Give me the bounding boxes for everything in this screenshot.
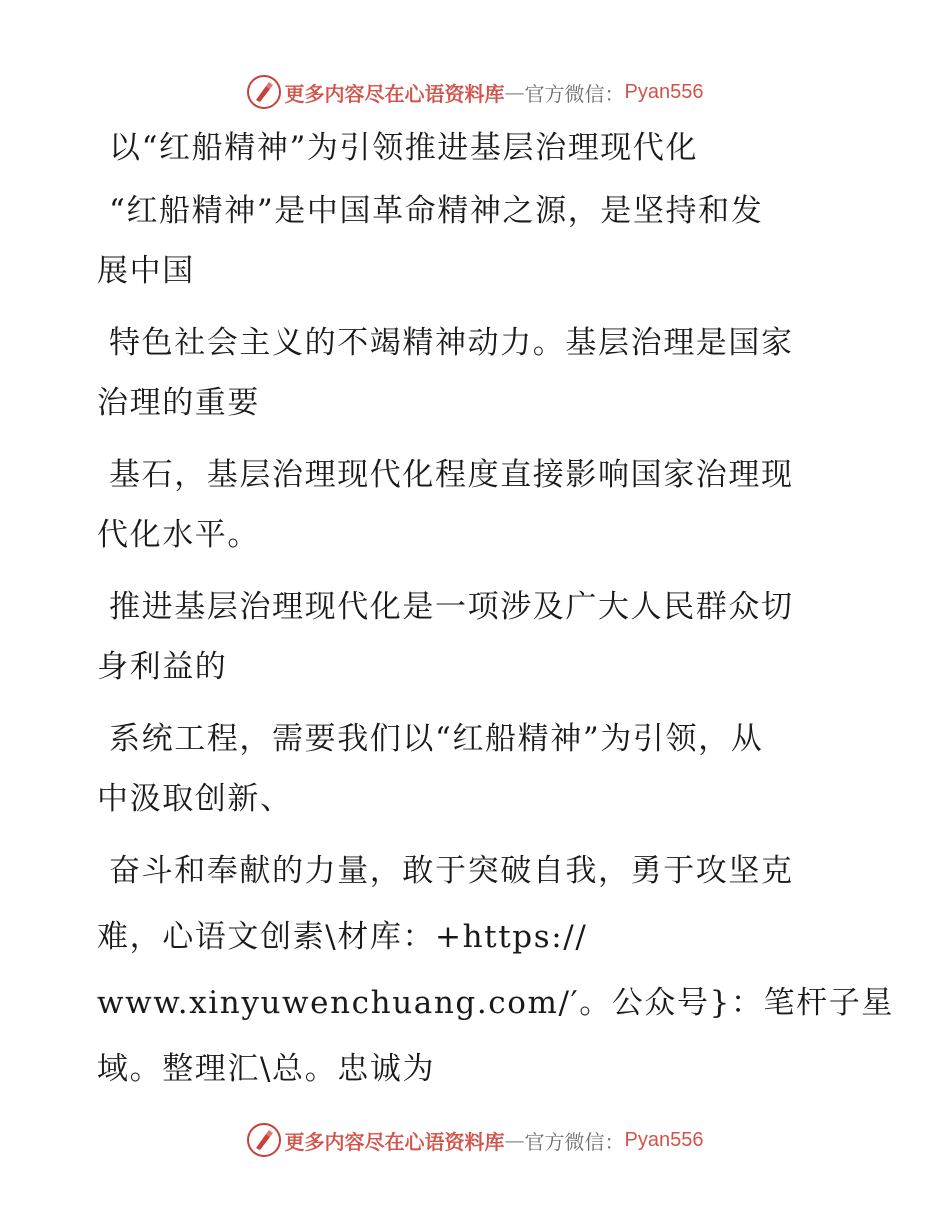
paragraph-line: 难，心语文创素\材库：+https:// [97, 919, 588, 955]
banner-separator: — [504, 1128, 525, 1152]
paragraph-line: 奋斗和奉献的力量，敢于突破自我，勇于攻坚克 [109, 853, 794, 889]
banner-account: Pyan556 [624, 1128, 704, 1151]
document-title: 以“红船精神”为引领推进基层治理现代化 [109, 130, 699, 166]
page-header [0, 72, 950, 112]
banner-brand: 更多内容尽在心语资料库 [284, 81, 505, 106]
banner-account: Pyan556 [624, 80, 704, 103]
pen-logo-icon [247, 75, 281, 109]
paragraph-line: 中汲取创新、 [97, 781, 293, 817]
paragraph-line: 特色社会主义的不竭精神动力。基层治理是国家 [109, 325, 794, 361]
paragraph-line: 域。整理汇\总。忠诚为 [97, 1051, 436, 1087]
paragraph-line: 治理的重要 [97, 385, 260, 421]
banner-label: 官方微信： [524, 1129, 625, 1154]
pen-logo-icon [247, 1123, 281, 1157]
paragraph-line: 基石，基层治理现代化程度直接影响国家治理现 [109, 457, 794, 493]
paragraph-line: 推进基层治理现代化是一项涉及广大人民群众切 [109, 589, 794, 625]
paragraph-line: “红船精神”是中国革命精神之源，是坚持和发 [109, 193, 764, 229]
banner-label: 官方微信： [524, 81, 625, 106]
paragraph-line: 代化水平。 [97, 517, 260, 553]
header-banner [247, 75, 704, 109]
footer-banner [247, 1123, 704, 1157]
document-body [97, 118, 894, 1102]
paragraph-line: 身利益的 [97, 649, 228, 685]
banner-separator: — [504, 80, 525, 104]
banner-brand: 更多内容尽在心语资料库 [284, 1129, 505, 1154]
page-footer [0, 1120, 950, 1160]
paragraph-line: www.xinyuwenchuang.com/′。公众号}：笔杆子星 [97, 985, 894, 1021]
paragraph-line: 展中国 [97, 253, 195, 289]
paragraph-line: 系统工程，需要我们以“红船精神”为引领，从 [109, 721, 764, 757]
